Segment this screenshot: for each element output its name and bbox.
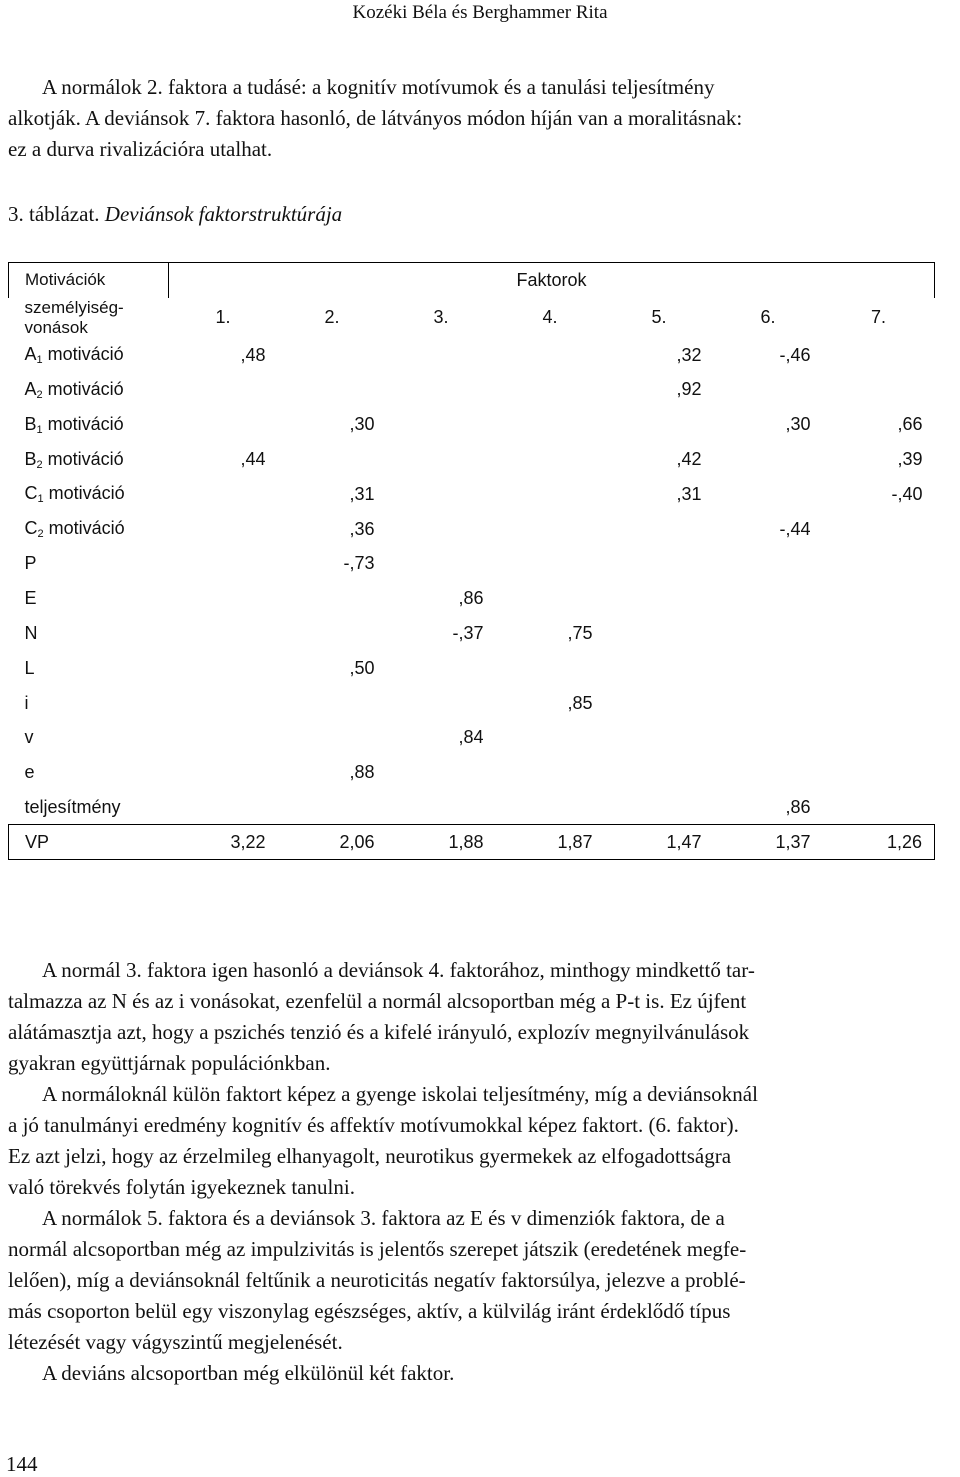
factor-number-header: 1. [215, 307, 231, 328]
factor-number-header: 7. [871, 307, 887, 328]
loading-cell [169, 755, 278, 790]
loading-cell [714, 721, 823, 756]
caption-number: 3. táblázat. [8, 202, 100, 226]
intro-line: ez a durva rivalizációra utalhat. [8, 137, 273, 161]
loading-cell [605, 755, 714, 790]
loading-cell [496, 581, 605, 616]
loading-cell: -,73 [343, 553, 375, 574]
table-row [9, 686, 935, 721]
loading-cell [169, 373, 278, 408]
table-subheader-row [9, 298, 935, 338]
row-label-base: L [24, 657, 35, 678]
vp-value: 3,22 [169, 825, 278, 860]
loading-cell [714, 547, 823, 582]
row-label-base: A [24, 378, 37, 399]
loading-cell [387, 477, 496, 512]
vp-value: 1,88 [387, 825, 496, 860]
loading-cell [823, 547, 935, 582]
table-row [9, 790, 935, 825]
loading-cell [823, 581, 935, 616]
row-label-subscript: 1 [36, 423, 43, 436]
loading-cell [605, 547, 714, 582]
loading-cell [278, 790, 387, 825]
loading-cell: ,86 [458, 588, 484, 609]
vp-value: 1,87 [496, 825, 605, 860]
loading-cell [278, 442, 387, 477]
body-line: A normáloknál külön faktort képez a gyenge iskolai teljesítmény, míg a deviánsoknál [42, 1082, 758, 1106]
loading-cell: ,88 [349, 762, 375, 783]
loading-cell [169, 651, 278, 686]
loading-cell [169, 790, 278, 825]
header-szemelyiseg-line1: személyiség- [24, 297, 124, 317]
body-line: lelően), míg a deviánsoknál feltűnik a neuroticitás negatív faktorsúlya, jelezve a problé- [8, 1268, 746, 1292]
row-label [9, 442, 169, 477]
table-row [9, 512, 935, 547]
row-label [9, 477, 169, 512]
loading-cell [714, 651, 823, 686]
loading-cell [387, 442, 496, 477]
loading-cell: ,39 [897, 449, 923, 470]
row-label-base: teljesítmény [24, 796, 121, 817]
loading-cell [496, 790, 605, 825]
loading-cell [496, 721, 605, 756]
loading-cell [496, 477, 605, 512]
row-label-base: P [24, 553, 37, 574]
row-label-base: A [24, 344, 37, 365]
loading-cell [496, 407, 605, 442]
loading-cell [605, 407, 714, 442]
row-label [9, 651, 169, 686]
loading-cell [714, 616, 823, 651]
row-label-subscript: 2 [36, 388, 43, 401]
loading-cell [387, 790, 496, 825]
row-label [9, 581, 169, 616]
row-label [9, 373, 169, 408]
loading-cell [387, 686, 496, 721]
row-label-base: E [24, 588, 37, 609]
loading-cell: ,30 [349, 414, 375, 435]
table-row [9, 755, 935, 790]
loading-cell [278, 686, 387, 721]
vp-value: 2,06 [278, 825, 387, 860]
loading-cell [605, 651, 714, 686]
row-label-rest: motiváció [43, 518, 125, 539]
loading-cell [823, 721, 935, 756]
vp-value: 1,47 [605, 825, 714, 860]
loading-cell [496, 442, 605, 477]
body-line: Ez azt jelzi, hogy az érzelmileg elhanyagolt, neurotikus gyermekek az elfogadottságra [8, 1144, 732, 1168]
loading-cell [605, 581, 714, 616]
loading-cell [496, 338, 605, 373]
loading-cell [169, 512, 278, 547]
loading-cell: ,84 [458, 727, 484, 748]
row-label-subscript: 1 [37, 493, 44, 506]
loading-cell [387, 373, 496, 408]
loading-cell: ,36 [349, 518, 375, 539]
factor-number-header: 6. [760, 307, 776, 328]
body-line: a jó tanulmányi eredmény kognitív és affektív motívumokkal képez faktort. (6. faktor). [8, 1113, 739, 1137]
loading-cell [496, 755, 605, 790]
loading-cell [605, 512, 714, 547]
row-label [9, 547, 169, 582]
factor-number-header: 5. [651, 307, 667, 328]
loading-cell [823, 651, 935, 686]
loading-cell [823, 373, 935, 408]
loading-cell: ,31 [349, 483, 375, 504]
loading-cell: ,92 [676, 379, 702, 400]
table-row [9, 338, 935, 373]
header-szemelyiseg-line2: vonások [24, 317, 88, 337]
loading-cell: ,75 [567, 623, 593, 644]
row-label-base: v [24, 727, 34, 748]
row-label [9, 686, 169, 721]
body-line: létezését vagy vágyszintű megjelenését. [8, 1330, 343, 1354]
loading-cell: ,44 [240, 449, 266, 470]
loading-cell: -,37 [452, 623, 484, 644]
factor-number-header: 3. [433, 307, 449, 328]
table-header-row [9, 263, 935, 298]
row-label-base: N [24, 623, 38, 644]
table-row [9, 442, 935, 477]
table-row [9, 581, 935, 616]
loading-cell [605, 616, 714, 651]
row-label-rest: motiváció [42, 344, 124, 365]
header-motivaciok: Motivációk [9, 263, 169, 298]
loading-cell [714, 477, 823, 512]
body-line: normál alcsoportban még az impulzivitás is jelentős szerepet játszik (eredetének megfe- [8, 1237, 747, 1261]
body-line: A deviáns alcsoportban még elkülönül két faktor. [42, 1361, 455, 1385]
loading-cell [605, 790, 714, 825]
table-row [9, 651, 935, 686]
loading-cell [823, 338, 935, 373]
factor-table-wrapper [8, 262, 934, 860]
table-row [9, 547, 935, 582]
row-label-subscript: 2 [36, 458, 43, 471]
loading-cell [387, 547, 496, 582]
loading-cell: ,42 [676, 449, 702, 470]
table-caption [8, 202, 342, 227]
row-label [9, 721, 169, 756]
page-number: 144 [6, 1452, 38, 1476]
body-line: alátámasztja azt, hogy a pszichés tenzió és a kifelé irányuló, explozív megnyilvánulások [8, 1020, 750, 1044]
loading-cell [823, 755, 935, 790]
loading-cell [169, 547, 278, 582]
loading-cell: ,30 [785, 414, 811, 435]
loading-cell [278, 721, 387, 756]
loading-cell [169, 477, 278, 512]
header-faktorok: Faktorok [169, 263, 935, 298]
body-paragraphs [8, 955, 954, 1389]
row-label [9, 755, 169, 790]
loading-cell [278, 616, 387, 651]
vp-value: 1,26 [823, 825, 935, 860]
body-line: gyakran együttjárnak populációnkban. [8, 1051, 331, 1075]
table-row [9, 373, 935, 408]
loading-cell [496, 651, 605, 686]
factor-number-header: 4. [542, 307, 558, 328]
loading-cell [714, 442, 823, 477]
loading-cell [387, 651, 496, 686]
row-label-rest: motiváció [42, 448, 124, 469]
row-label-subscript: 2 [37, 528, 44, 541]
body-line: A normálok 5. faktora és a deviánsok 3. faktora az E és v dimenziók faktora, de a [42, 1206, 725, 1230]
loading-cell [605, 721, 714, 756]
loading-cell: ,50 [349, 657, 375, 678]
intro-paragraph [8, 72, 954, 165]
header-szemelyisegvonasok [9, 298, 169, 338]
row-label-base: B [24, 448, 37, 469]
loading-cell [496, 373, 605, 408]
loading-cell: -,40 [891, 483, 923, 504]
vp-row [9, 825, 935, 860]
loading-cell: -,44 [779, 518, 811, 539]
loading-cell [714, 581, 823, 616]
loading-cell: ,66 [897, 414, 923, 435]
row-label [9, 512, 169, 547]
vp-label: VP [9, 825, 169, 860]
row-label-rest: motiváció [43, 483, 125, 504]
loading-cell [278, 581, 387, 616]
loading-cell [605, 686, 714, 721]
loading-cell: ,32 [676, 344, 702, 365]
loading-cell [823, 790, 935, 825]
row-label-base: C [24, 483, 38, 504]
loading-cell [387, 755, 496, 790]
loading-cell [496, 512, 605, 547]
loading-cell: ,85 [567, 692, 593, 713]
body-line: való törekvés folytán igyekeznek tanulni. [8, 1175, 355, 1199]
loading-cell [823, 616, 935, 651]
row-label [9, 407, 169, 442]
loading-cell [823, 512, 935, 547]
body-line: A normál 3. faktora igen hasonló a deviánsok 4. faktorához, minthogy mindkettő tar- [42, 958, 755, 982]
body-line: talmazza az N és az i vonásokat, ezenfelül a normál alcsoportban még a P-t is. Ez újfent [8, 989, 747, 1013]
loading-cell [387, 512, 496, 547]
running-header: Kozéki Béla és Berghammer Rita [352, 2, 608, 23]
table-row [9, 477, 935, 512]
factor-table [8, 262, 935, 860]
row-label-rest: motiváció [42, 378, 124, 399]
row-label-base: e [24, 762, 35, 783]
row-label-subscript: 1 [36, 354, 43, 367]
loading-cell [823, 686, 935, 721]
loading-cell: -,46 [779, 344, 811, 365]
loading-cell [714, 373, 823, 408]
intro-line: A normálok 2. faktora a tudásé: a kognitív motívumok és a tanulási teljesítmény [42, 75, 715, 99]
caption-title: Deviánsok faktorstruktúrája [104, 202, 343, 226]
loading-cell: ,31 [676, 483, 702, 504]
loading-cell [387, 338, 496, 373]
vp-value: 1,37 [714, 825, 823, 860]
row-label-base: B [24, 413, 37, 434]
row-label [9, 616, 169, 651]
table-row [9, 721, 935, 756]
loading-cell [496, 547, 605, 582]
loading-cell [169, 407, 278, 442]
row-label-base: C [24, 518, 38, 539]
row-label-rest: motiváció [42, 413, 124, 434]
loading-cell: ,86 [785, 796, 811, 817]
loading-cell [278, 373, 387, 408]
row-label [9, 338, 169, 373]
table-row [9, 407, 935, 442]
factor-number-header: 2. [324, 307, 340, 328]
loading-cell [278, 338, 387, 373]
loading-cell [169, 686, 278, 721]
row-label-base: i [24, 692, 29, 713]
loading-cell [169, 616, 278, 651]
loading-cell [387, 407, 496, 442]
loading-cell [169, 721, 278, 756]
intro-line: alkotják. A deviánsok 7. faktora hasonló, de látványos módon híján van a moralitásnak: [8, 106, 743, 130]
table-row [9, 616, 935, 651]
body-line: más csoporton belül egy viszonylag egészséges, aktív, a külvilág iránt érdeklődő típus [8, 1299, 731, 1323]
loading-cell [714, 755, 823, 790]
loading-cell: ,48 [240, 344, 266, 365]
loading-cell [169, 581, 278, 616]
row-label [9, 790, 169, 825]
loading-cell [714, 686, 823, 721]
